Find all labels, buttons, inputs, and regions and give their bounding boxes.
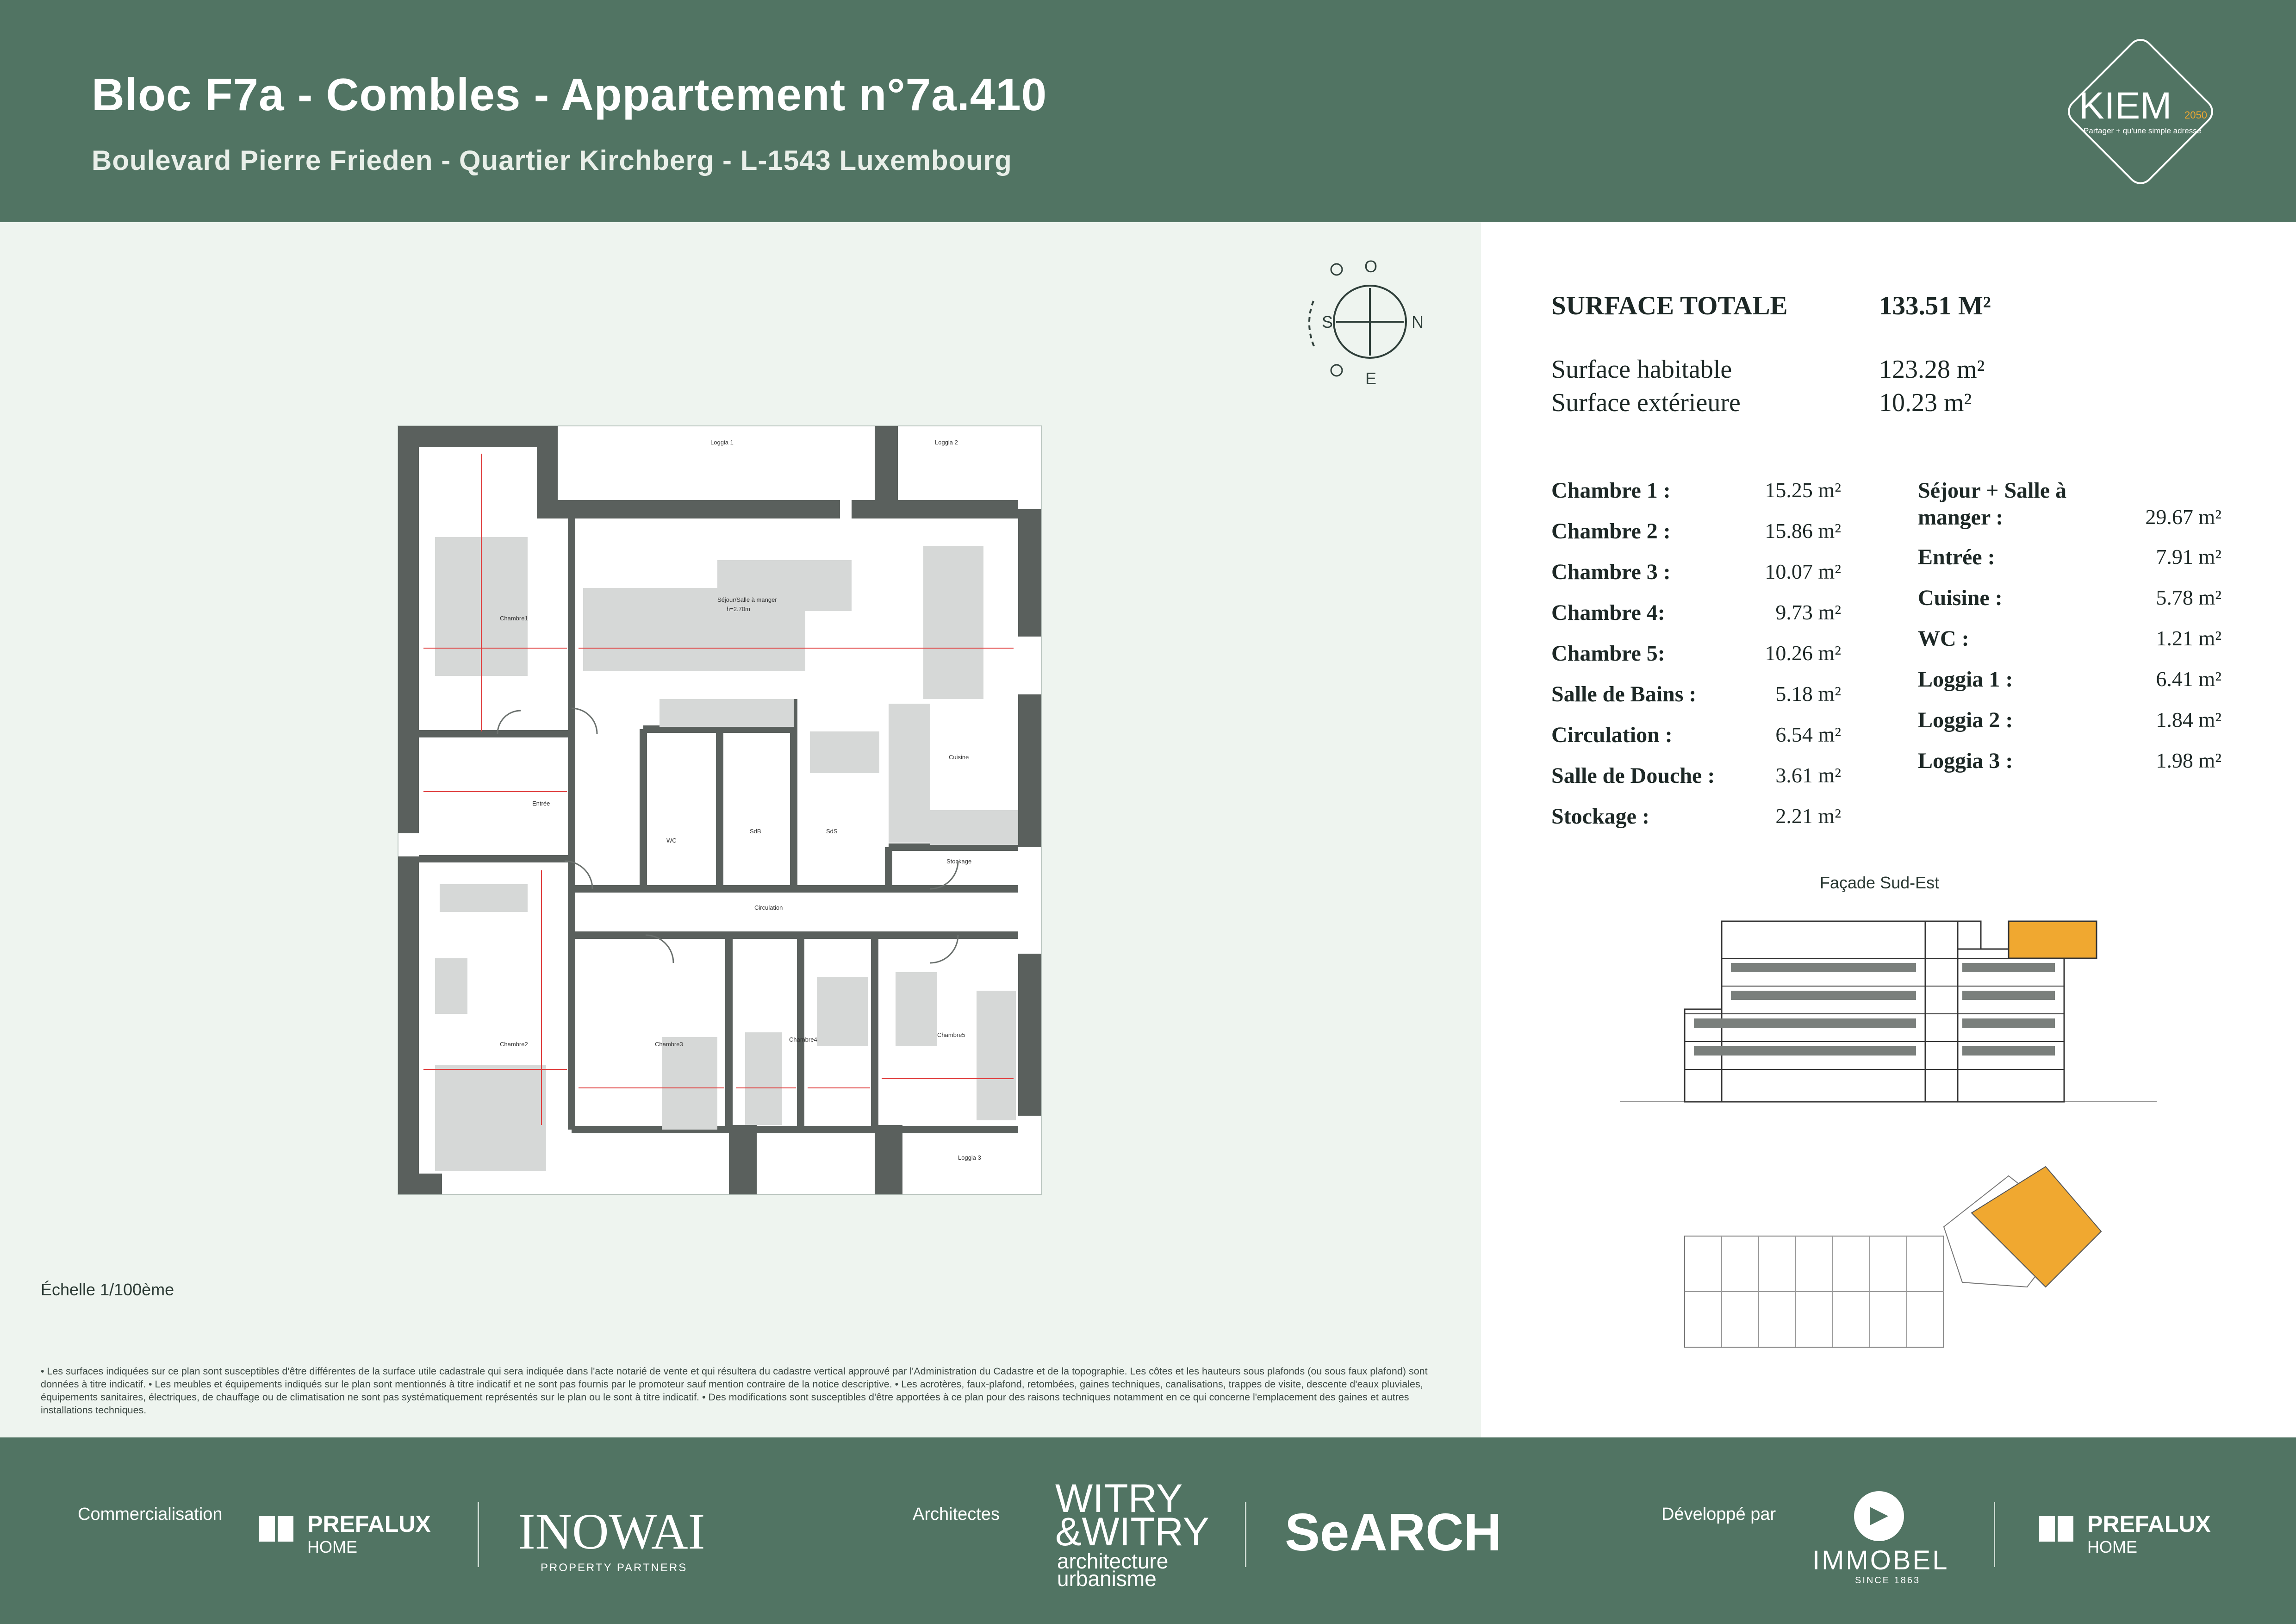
room-value: 1.84 m² [2156, 708, 2221, 731]
room-label: Cuisine : [1918, 586, 2003, 610]
divider [478, 1502, 479, 1567]
sun-icon [1331, 365, 1342, 376]
room-value: 15.86 m² [1765, 519, 1841, 543]
room-value: 1.98 m² [2156, 749, 2221, 772]
plan-label-loggia3: Loggia 3 [958, 1154, 981, 1161]
plan-label-chambre3: Chambre3 [655, 1041, 683, 1048]
prefalux-logo-mark [259, 1516, 294, 1542]
prefalux-logo-sub: HOME [307, 1537, 357, 1556]
room-label: Chambre 3 : [1551, 560, 1671, 584]
room-label: WC : [1918, 626, 1969, 651]
immobel-logo-icon [1851, 1488, 1907, 1544]
room-value: 6.54 m² [1775, 723, 1841, 746]
plan-label-entree: Entrée [532, 800, 550, 807]
divider [1245, 1502, 1246, 1567]
room-label: Séjour + Salle à [1918, 478, 2067, 503]
plan-label-chambre4: Chambre4 [789, 1036, 817, 1043]
plan-label-sdd: SdS [826, 828, 838, 835]
compass-north: N [1412, 312, 1424, 331]
room-label: Salle de Douche : [1551, 763, 1715, 788]
room-label: Chambre 4: [1551, 600, 1665, 625]
room-label: Entrée : [1918, 545, 1995, 569]
room-label-continued: manger : [1918, 505, 2004, 530]
search-logo: SeARCH [1285, 1503, 1502, 1562]
compass-west: O [1364, 257, 1378, 276]
room-label: Loggia 3 : [1918, 749, 2013, 773]
developpe-label: Développé par [1661, 1505, 1776, 1524]
plan-label-chambre5: Chambre5 [937, 1031, 965, 1038]
room-label: Salle de Bains : [1551, 682, 1697, 706]
surface-exterior-value: 10.23 m² [1879, 388, 1972, 417]
architectes-label: Architectes [913, 1505, 1000, 1524]
footer-bar [0, 1437, 2296, 1624]
plan-label-wc: WC [666, 837, 677, 844]
room-label: Chambre 2 : [1551, 519, 1671, 543]
header-bar [0, 0, 2296, 222]
room-value: 9.73 m² [1775, 600, 1841, 624]
facade-title: Façade Sud-Est [1820, 873, 1940, 892]
room-label: Loggia 1 : [1918, 667, 2013, 692]
plan-label-sejour-height: h=2.70m [727, 606, 750, 612]
surface-exterior-label: Surface extérieure [1551, 388, 1741, 417]
commercialisation-label: Commercialisation [78, 1505, 223, 1524]
kiem-logo [2050, 22, 2231, 200]
room-value: 3.61 m² [1775, 763, 1841, 787]
site-plan [1675, 1157, 2212, 1366]
sun-icon [1331, 264, 1342, 275]
surface-habitable-value: 123.28 m² [1879, 355, 1985, 384]
room-value: 5.18 m² [1775, 682, 1841, 706]
prefalux-logo: PREFALUX [307, 1511, 431, 1537]
room-label: Chambre 5: [1551, 641, 1665, 666]
prefalux-logo-sub: HOME [2087, 1537, 2137, 1556]
compass-east: E [1365, 369, 1377, 388]
room-value: 2.21 m² [1775, 804, 1841, 828]
disclaimer-text: • Les surfaces indiquées sur ce plan sont susceptibles d'être différentes de la surface utile cadastrale qui sera indiquée dans l'acte notarié de vente et qui résultera du cadastre vertical approuvé par l'Administration du Cadastre et de la topographie. Les côtes et les hauteurs sous plafonds (ou sous faux plafond) sont données à titre indicatif. • Les meubles et équipements indiqués sur le plan sont mentionnés à titre indicatif et ne sont pas fournis par le promoteur sauf mention contraire de la notice descriptive. • Les acrotères, faux-plafond, retombées, gaines techniques, canalisations, trappes de visite, descente d'eaux pluviales, équipements sanitaires, électriques, de chauffage ou de climatisation ne sont pas systématiquement représentés sur le plan ou le sont à titre indicatif. • Des modifications sont susceptibles d'être apportées à ce plan pour des raisons techniques notamment en ce qui concerne l'emplacement des gaines et autres installations techniques. [41, 1366, 1428, 1416]
room-value: 1.21 m² [2156, 626, 2221, 650]
witry-logo-line2: &WITRY [1055, 1510, 1209, 1554]
kiem-logo-text: KIEM [2079, 85, 2172, 127]
witry-logo-line4: urbanisme [1057, 1567, 1157, 1591]
prefalux-logo-mark [2039, 1516, 2074, 1542]
kiem-logo-year: 2050 [2184, 109, 2207, 121]
room-label: Chambre 1 : [1551, 478, 1671, 503]
room-value: 7.91 m² [2156, 545, 2221, 568]
room-label: Loggia 2 : [1918, 708, 2013, 732]
page-title: Bloc F7a - Combles - Appartement n°7a.410 [92, 69, 1047, 120]
floor-plan [384, 407, 1074, 1204]
room-label: Circulation : [1551, 723, 1673, 747]
inowai-logo: INOWAI [518, 1503, 705, 1560]
plan-label-loggia2: Loggia 2 [935, 439, 958, 446]
witry-logo-line1: WITRY [1055, 1476, 1183, 1521]
immobel-logo: IMMOBEL [1812, 1545, 1949, 1575]
witry-logo-line3: architecture [1057, 1549, 1169, 1573]
plan-label-chambre1: Chambre1 [500, 615, 528, 622]
address-subtitle: Boulevard Pierre Frieden - Quartier Kirchberg - L-1543 Luxembourg [92, 145, 1012, 176]
divider [1994, 1502, 1995, 1567]
plan-label-chambre2: Chambre2 [500, 1041, 528, 1048]
room-value: 10.07 m² [1765, 560, 1841, 583]
plan-label-sejour: Séjour/Salle à manger [717, 596, 777, 603]
plan-label-cuisine: Cuisine [949, 754, 969, 761]
immobel-logo-sub: SINCE 1863 [1855, 1575, 1921, 1586]
inowai-logo-sub: PROPERTY PARTNERS [541, 1562, 688, 1574]
room-value: 10.26 m² [1765, 641, 1841, 665]
room-value: 5.78 m² [2156, 586, 2221, 609]
surface-total-label: SURFACE TOTALE [1551, 291, 1788, 320]
facade-elevation [1620, 907, 2157, 1111]
plan-label-sdb: SdB [750, 828, 761, 835]
compass-rose [1296, 255, 1444, 389]
kiem-logo-tagline: Partager + qu'une simple adresse [2084, 126, 2202, 135]
compass-south: S [1322, 312, 1333, 331]
plan-label-circulation: Circulation [754, 904, 783, 911]
scale-label: Échelle 1/100ème [41, 1280, 174, 1299]
room-label: Stockage : [1551, 804, 1649, 829]
prefalux-logo: PREFALUX [2087, 1511, 2211, 1537]
room-value: 6.41 m² [2156, 667, 2221, 691]
plan-label-loggia1: Loggia 1 [710, 439, 734, 446]
surface-total-value: 133.51 M² [1879, 291, 1991, 320]
room-value: 15.25 m² [1765, 478, 1841, 502]
room-value: 29.67 m² [2145, 505, 2221, 529]
surface-habitable-label: Surface habitable [1551, 355, 1732, 384]
plan-label-stockage: Stockage [946, 858, 972, 865]
